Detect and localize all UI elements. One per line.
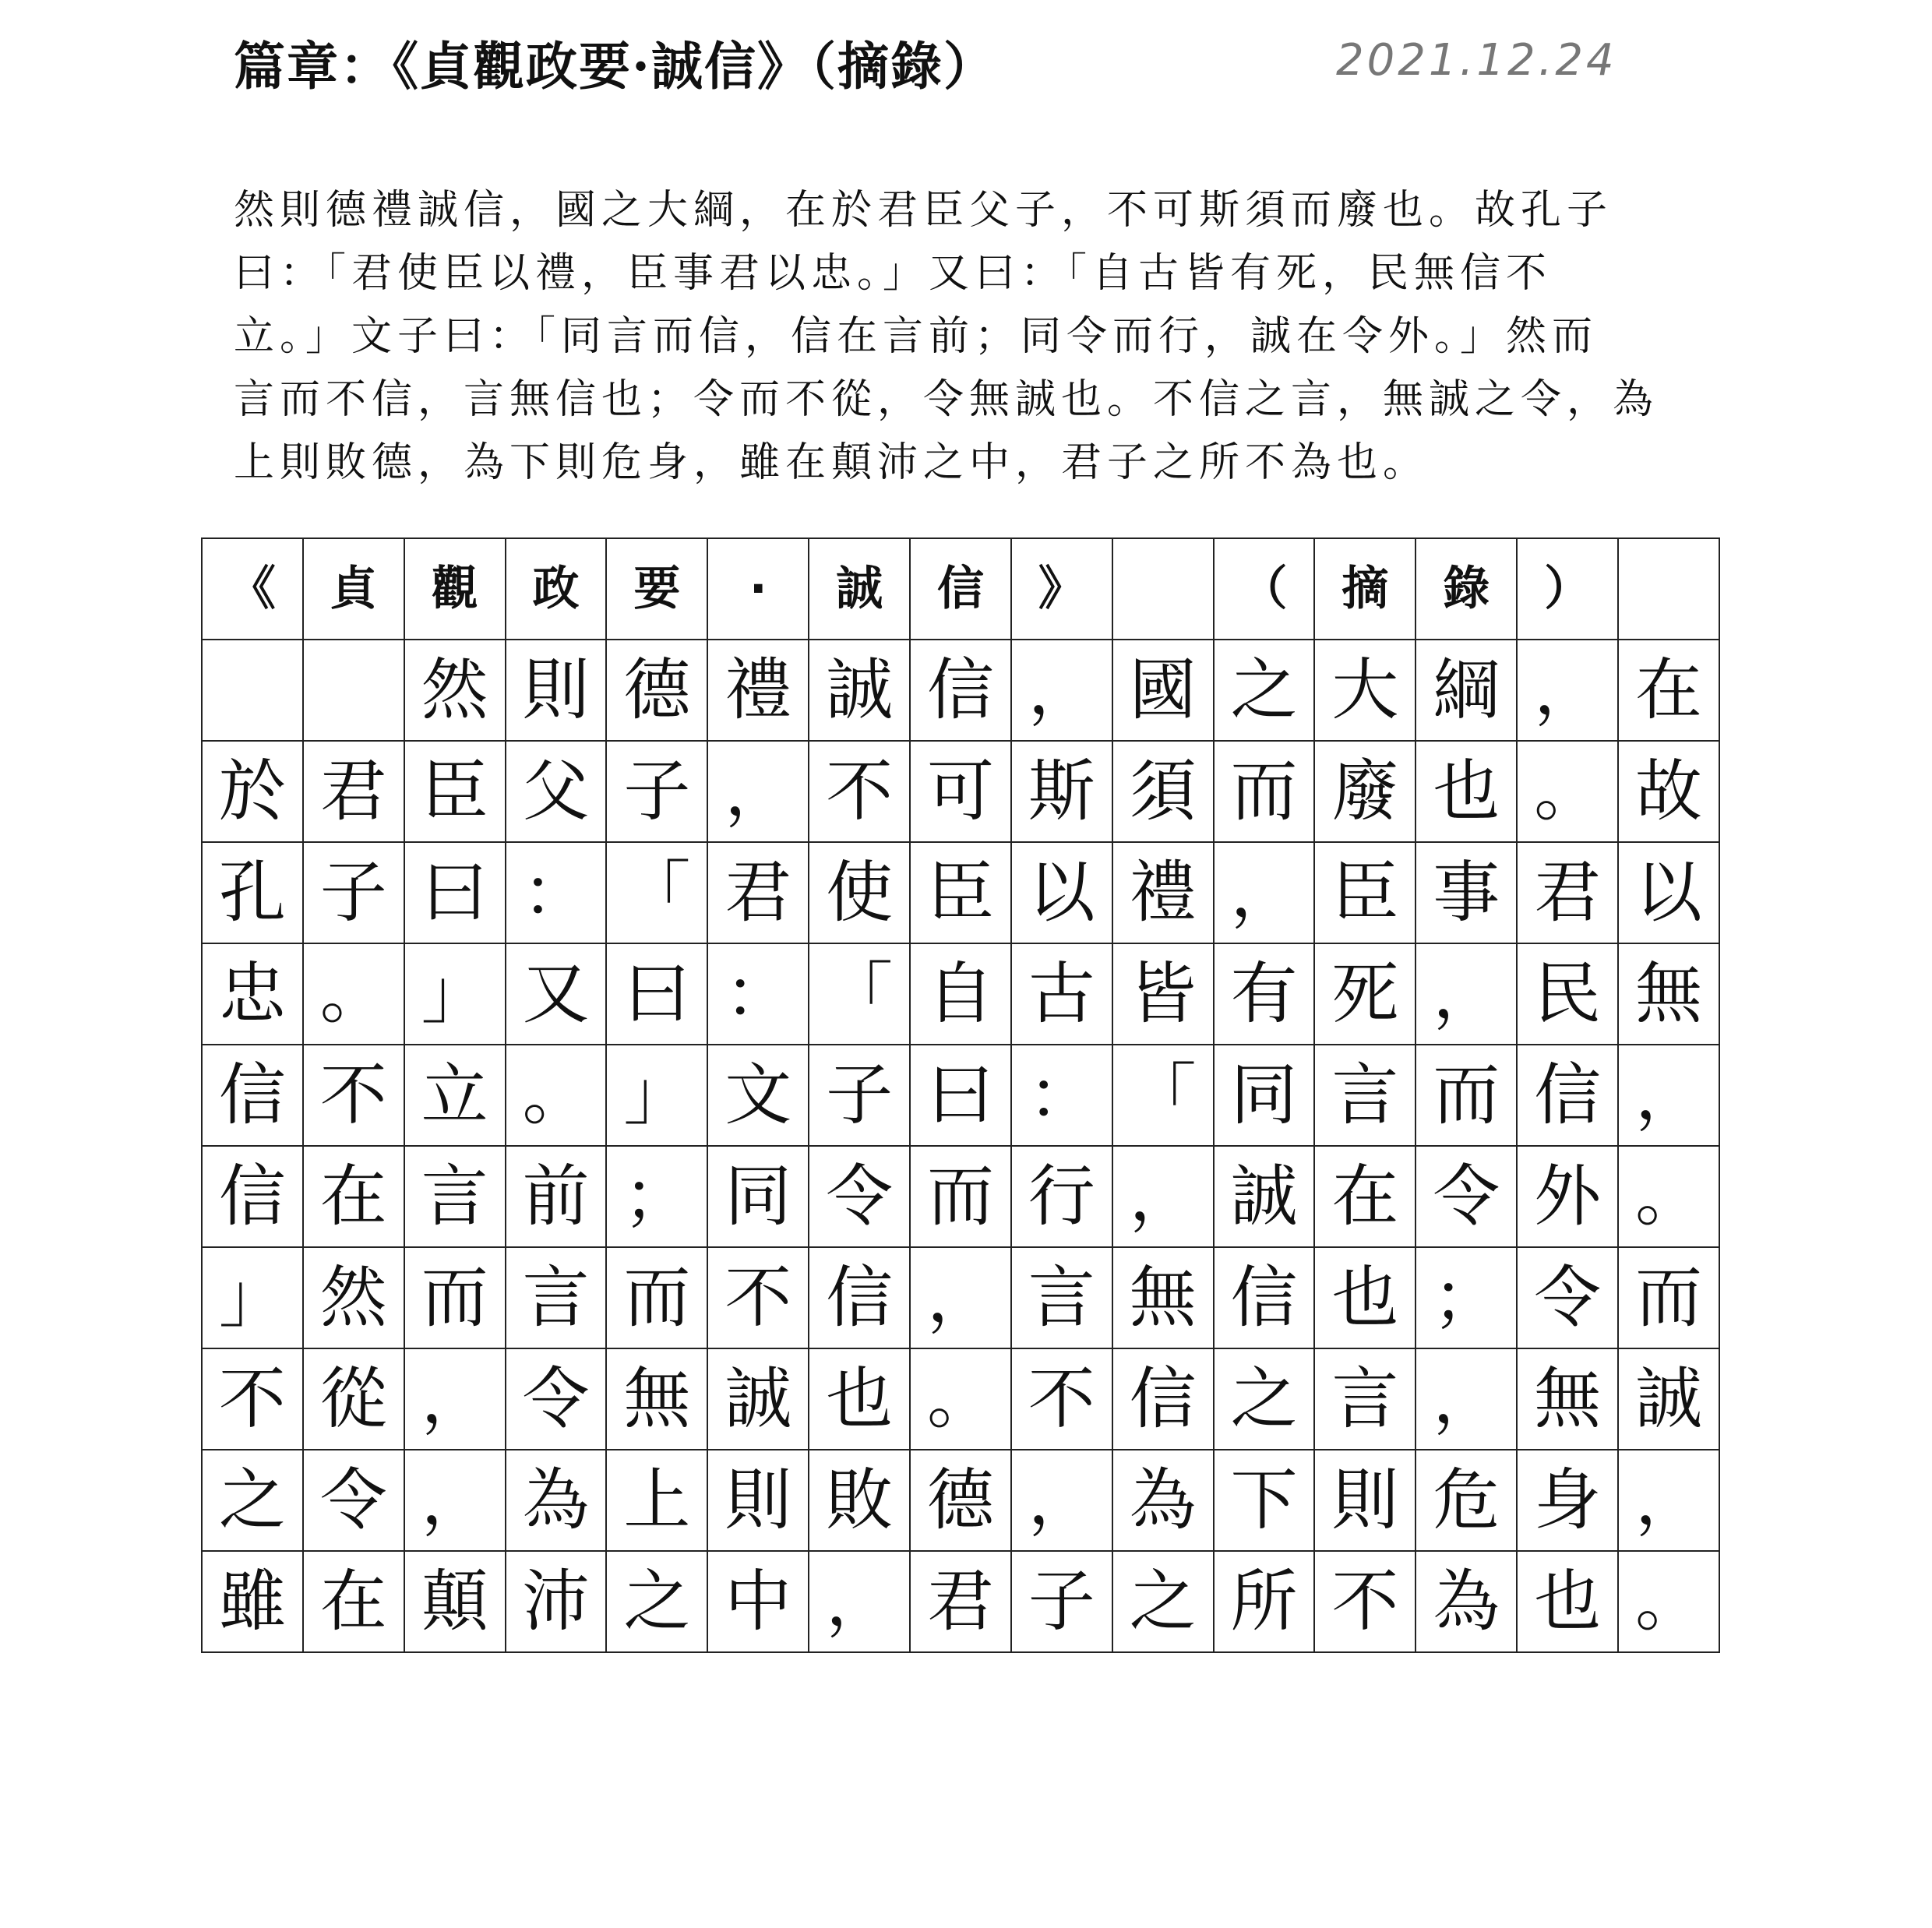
- grid-cell: 可: [910, 741, 1011, 842]
- grid-cell: 故: [1618, 741, 1719, 842]
- grid-cell: 德: [606, 640, 707, 741]
- grid-cell: 大: [1314, 640, 1416, 741]
- grid-cell: 之: [1214, 640, 1315, 741]
- grid-cell: 言: [1314, 1045, 1416, 1146]
- grid-row: [202, 640, 1719, 741]
- grid-cell: 以: [1618, 842, 1719, 943]
- grid-cell: 前: [506, 1146, 607, 1247]
- grid-cell: 也: [1314, 1247, 1416, 1348]
- grid-cell: 於: [202, 741, 303, 842]
- grid-cell: 不: [202, 1348, 303, 1450]
- grid-cell: 忠: [202, 943, 303, 1045]
- grid-cell: 而: [910, 1146, 1011, 1247]
- grid-cell: ，: [1517, 640, 1618, 741]
- grid-row: [202, 943, 1719, 1045]
- grid-cell: 顛: [404, 1551, 506, 1652]
- grid-cell: 曰: [606, 943, 707, 1045]
- grid-cell: 」: [404, 943, 506, 1045]
- grid-cell: 。: [506, 1045, 607, 1146]
- grid-header-row: [202, 538, 1719, 640]
- grid-cell: 而: [1416, 1045, 1517, 1146]
- grid-cell: 。: [1618, 1551, 1719, 1652]
- grid-cell: 不: [303, 1045, 404, 1146]
- grid-cell: 也: [1517, 1551, 1618, 1652]
- grid-cell: 君: [707, 842, 809, 943]
- grid-cell: 事: [1416, 842, 1517, 943]
- grid-cell: 子: [606, 741, 707, 842]
- passage-line: 然則德禮誠信，國之大綱，在於君臣父子，不可斯須而廢也。故孔子: [234, 187, 1613, 234]
- grid-cell: ，: [1011, 640, 1112, 741]
- grid-cell: 」: [202, 1247, 303, 1348]
- grid-cell: ，: [1112, 1146, 1214, 1247]
- grid-cell: [202, 640, 303, 741]
- grid-cell: 也: [809, 1348, 910, 1450]
- grid-cell: 令: [1416, 1146, 1517, 1247]
- grid-cell: [1112, 538, 1214, 640]
- grid-cell: 《: [202, 538, 303, 640]
- source-passage: [234, 179, 1737, 495]
- grid-cell: 須: [1112, 741, 1214, 842]
- grid-cell: 臣: [404, 741, 506, 842]
- grid-cell: 禮: [707, 640, 809, 741]
- grid-cell: 觀: [404, 538, 506, 640]
- grid-cell: 。: [1517, 741, 1618, 842]
- grid-cell: ，: [404, 1348, 506, 1450]
- grid-row: [202, 1045, 1719, 1146]
- grid-cell: 信: [1214, 1247, 1315, 1348]
- grid-cell: 令: [303, 1450, 404, 1551]
- grid-cell: 曰: [910, 1045, 1011, 1146]
- grid-cell: 又: [506, 943, 607, 1045]
- grid-cell: 為: [1416, 1551, 1517, 1652]
- grid-cell: 文: [707, 1045, 809, 1146]
- grid-cell: 不: [1314, 1551, 1416, 1652]
- passage-line: 言而不信，言無信也；令而不從，令無誠也。不信之言，無誠之令，為: [234, 376, 1659, 423]
- grid-cell: 立: [404, 1045, 506, 1146]
- grid-cell: 令: [1517, 1247, 1618, 1348]
- practice-grid: [201, 538, 1720, 1653]
- grid-cell: 無: [1112, 1247, 1214, 1348]
- grid-cell: 言: [1314, 1348, 1416, 1450]
- passage-line: 上則敗德，為下則危身，雖在顛沛之中，君子之所不為也。: [234, 439, 1430, 486]
- grid-cell: ，: [404, 1450, 506, 1551]
- grid-cell: 「: [1112, 1045, 1214, 1146]
- grid-cell: 之: [1112, 1551, 1214, 1652]
- grid-cell: 皆: [1112, 943, 1214, 1045]
- grid-cell: 中: [707, 1551, 809, 1652]
- grid-cell: 誠: [1214, 1146, 1315, 1247]
- grid-cell: 斯: [1011, 741, 1112, 842]
- grid-cell: 而: [606, 1247, 707, 1348]
- grid-cell: ，: [707, 741, 809, 842]
- grid-cell: 信: [1112, 1348, 1214, 1450]
- grid-cell: 誠: [707, 1348, 809, 1450]
- grid-cell: 不: [707, 1247, 809, 1348]
- handwritten-date: 2021.12.24: [1336, 35, 1617, 86]
- grid-cell: 信: [910, 538, 1011, 640]
- grid-cell: 之: [606, 1551, 707, 1652]
- grid-cell: 君: [303, 741, 404, 842]
- grid-cell: 廢: [1314, 741, 1416, 842]
- grid-cell: 言: [506, 1247, 607, 1348]
- grid-cell: 誠: [809, 538, 910, 640]
- grid-cell: 無: [1618, 943, 1719, 1045]
- grid-cell: 不: [809, 741, 910, 842]
- grid-cell: 臣: [910, 842, 1011, 943]
- grid-cell: 為: [1112, 1450, 1214, 1551]
- grid-cell: 民: [1517, 943, 1618, 1045]
- grid-cell: ；: [606, 1146, 707, 1247]
- grid-cell: ，: [910, 1247, 1011, 1348]
- grid-cell: 》: [1011, 538, 1112, 640]
- grid-cell: 。: [910, 1348, 1011, 1450]
- grid-cell: 君: [910, 1551, 1011, 1652]
- grid-cell: 德: [910, 1450, 1011, 1551]
- grid-cell: 自: [910, 943, 1011, 1045]
- grid-cell: 而: [404, 1247, 506, 1348]
- grid-cell: 身: [1517, 1450, 1618, 1551]
- grid-row: [202, 1551, 1719, 1652]
- grid-cell: 外: [1517, 1146, 1618, 1247]
- grid-cell: 也: [1416, 741, 1517, 842]
- grid-cell: 信: [202, 1045, 303, 1146]
- grid-cell: 有: [1214, 943, 1315, 1045]
- grid-cell: ·: [707, 538, 809, 640]
- grid-cell: ，: [1618, 1045, 1719, 1146]
- grid-cell: 以: [1011, 842, 1112, 943]
- grid-cell: 子: [1011, 1551, 1112, 1652]
- grid-cell: 而: [1214, 741, 1315, 842]
- grid-cell: ，: [1618, 1450, 1719, 1551]
- grid-cell: 雖: [202, 1551, 303, 1652]
- grid-cell: 古: [1011, 943, 1112, 1045]
- grid-cell: 所: [1214, 1551, 1315, 1652]
- grid-cell: 危: [1416, 1450, 1517, 1551]
- grid-cell: 同: [707, 1146, 809, 1247]
- grid-cell: ，: [1416, 1348, 1517, 1450]
- grid-cell: 信: [202, 1146, 303, 1247]
- grid-cell: 信: [910, 640, 1011, 741]
- grid-cell: 在: [303, 1551, 404, 1652]
- grid-cell: ）: [1517, 538, 1618, 640]
- grid-cell: 而: [1618, 1247, 1719, 1348]
- grid-cell: [1618, 538, 1719, 640]
- grid-cell: 不: [1011, 1348, 1112, 1450]
- grid-cell: 從: [303, 1348, 404, 1450]
- grid-cell: 令: [506, 1348, 607, 1450]
- passage-line: 曰：「君使臣以禮，臣事君以忠。」又曰：「自古皆有死，民無信不: [234, 250, 1553, 297]
- grid-cell: 下: [1214, 1450, 1315, 1551]
- grid-row: [202, 1348, 1719, 1450]
- grid-cell: ，: [1011, 1450, 1112, 1551]
- grid-cell: 言: [1011, 1247, 1112, 1348]
- grid-cell: 綱: [1416, 640, 1517, 741]
- grid-cell: （: [1214, 538, 1315, 640]
- grid-cell: 言: [404, 1146, 506, 1247]
- grid-cell: 。: [1618, 1146, 1719, 1247]
- grid-cell: 之: [1214, 1348, 1315, 1450]
- grid-cell: 。: [303, 943, 404, 1045]
- grid-cell: 政: [506, 538, 607, 640]
- grid-cell: 父: [506, 741, 607, 842]
- grid-row: [202, 1146, 1719, 1247]
- grid-cell: 令: [809, 1146, 910, 1247]
- grid-cell: 信: [809, 1247, 910, 1348]
- grid-cell: 「: [809, 943, 910, 1045]
- grid-cell: 摘: [1314, 538, 1416, 640]
- grid-cell: 沛: [506, 1551, 607, 1652]
- grid-cell: 國: [1112, 640, 1214, 741]
- grid-cell: 上: [606, 1450, 707, 1551]
- grid-cell: 無: [1517, 1348, 1618, 1450]
- grid-cell: 臣: [1314, 842, 1416, 943]
- grid-cell: ：: [1011, 1045, 1112, 1146]
- grid-cell: ，: [809, 1551, 910, 1652]
- grid-cell: 之: [202, 1450, 303, 1551]
- grid-cell: ，: [1416, 943, 1517, 1045]
- grid-cell: 在: [1314, 1146, 1416, 1247]
- grid-cell: 則: [506, 640, 607, 741]
- grid-cell: 死: [1314, 943, 1416, 1045]
- grid-row: [202, 1247, 1719, 1348]
- grid-cell: 敗: [809, 1450, 910, 1551]
- grid-cell: 子: [303, 842, 404, 943]
- grid-cell: 然: [404, 640, 506, 741]
- page-title: 篇章：《貞觀政要·誠信》（摘錄）: [234, 36, 996, 97]
- grid-cell: 在: [1618, 640, 1719, 741]
- grid-cell: 使: [809, 842, 910, 943]
- grid-cell: 在: [303, 1146, 404, 1247]
- passage-line: 立。」文子曰：「同言而信，信在言前；同令而行，誠在令外。」然而: [234, 313, 1599, 360]
- grid-cell: ：: [707, 943, 809, 1045]
- grid-cell: 則: [707, 1450, 809, 1551]
- page-header: [234, 23, 1714, 109]
- grid-cell: 則: [1314, 1450, 1416, 1551]
- grid-cell: 誠: [809, 640, 910, 741]
- grid-cell: 君: [1517, 842, 1618, 943]
- grid-cell: 為: [506, 1450, 607, 1551]
- grid-cell: 誠: [1618, 1348, 1719, 1450]
- grid-cell: 錄: [1416, 538, 1517, 640]
- grid-cell: ，: [1214, 842, 1315, 943]
- grid-cell: 曰: [404, 842, 506, 943]
- grid-cell: 禮: [1112, 842, 1214, 943]
- grid-cell: ：: [506, 842, 607, 943]
- grid-row: [202, 842, 1719, 943]
- grid-cell: 要: [606, 538, 707, 640]
- grid-cell: [303, 640, 404, 741]
- grid-cell: 「: [606, 842, 707, 943]
- grid-cell: 孔: [202, 842, 303, 943]
- grid-row: [202, 741, 1719, 842]
- grid-cell: 子: [809, 1045, 910, 1146]
- grid-cell: 行: [1011, 1146, 1112, 1247]
- grid-cell: 同: [1214, 1045, 1315, 1146]
- grid-cell: 」: [606, 1045, 707, 1146]
- grid-cell: 然: [303, 1247, 404, 1348]
- grid-cell: 無: [606, 1348, 707, 1450]
- grid-cell: ；: [1416, 1247, 1517, 1348]
- grid-cell: 貞: [303, 538, 404, 640]
- grid-cell: 信: [1517, 1045, 1618, 1146]
- grid-row: [202, 1450, 1719, 1551]
